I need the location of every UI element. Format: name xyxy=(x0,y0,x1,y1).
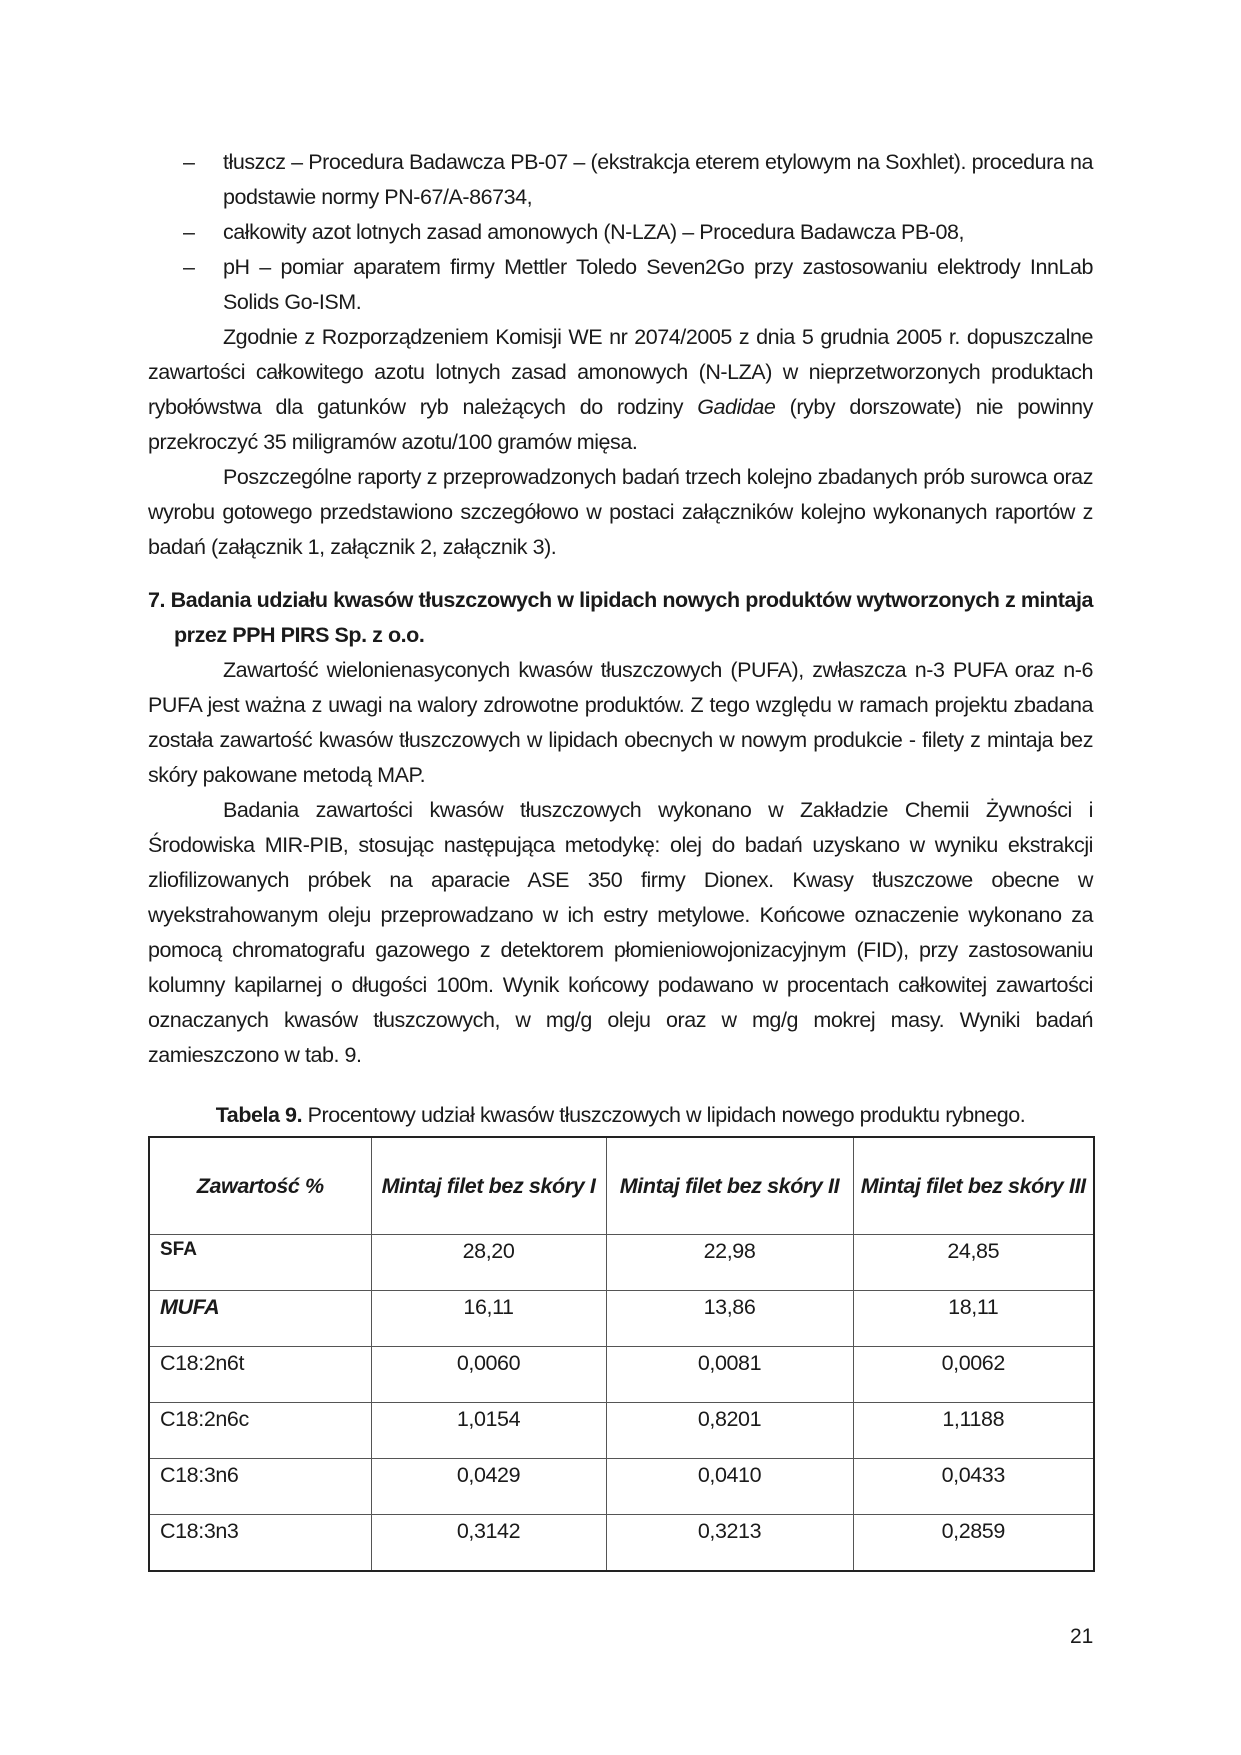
table-cell: 28,20 xyxy=(371,1235,606,1291)
table-cell: 1,1188 xyxy=(853,1403,1094,1459)
table-row xyxy=(149,1347,1094,1403)
table-cell: 1,0154 xyxy=(371,1403,606,1459)
table-cell: 18,11 xyxy=(853,1291,1094,1347)
table-cell: 0,0433 xyxy=(853,1459,1094,1515)
list-item xyxy=(148,250,1093,320)
paragraph-text: (ryby dorszowate) nie powinny przekroczyć 35 miligramów azotu/100 gramów mięsa. xyxy=(148,395,1093,454)
paragraph-methodology: Badania zawartości kwasów tłuszczowych wykonano w Zakładzie Chemii Żywności i Środowiska MIR-PIB, stosując następująca metodykę: olej do badań uzyskano w wyniku ekstrakcji zliofilizowanych próbek na aparacie ASE 350 firmy Dionex. Kwasy tłuszczowe obecne w wyekstrahowanym oleju przeprowadzano w ich estry metylowe. Końcowe oznaczenie wykonano za pomocą chromatografu gazowego z detektorem płomieniowojonizacyjnym (FID), przy zastosowaniu kolumny kapilarnej o długości 100m. Wynik końcowy podawano w procentach całkowitej zawartości oznaczanych kwasów tłuszczowych, w mg/g oleju oraz w mg/g mokrej masy. Wyniki badań zamieszczono w tab. 9. xyxy=(148,798,1093,1067)
table-cell: 22,98 xyxy=(606,1235,853,1291)
table-caption xyxy=(148,1103,1093,1128)
table-row xyxy=(149,1235,1094,1291)
list-item-text: tłuszcz – Procedura Badawcza PB-07 – (ekstrakcja eterem etylowym na Soxhlet). procedura na podstawie normy PN-67/A-86734, xyxy=(223,150,1093,209)
table-cell: 24,85 xyxy=(853,1235,1094,1291)
table-caption-label: Tabela 9. xyxy=(215,1103,303,1127)
table-row xyxy=(149,1291,1094,1347)
list-item-text: całkowity azot lotnych zasad amonowych (N-LZA) – Procedura Badawcza PB-08, xyxy=(223,220,965,244)
table-cell: 16,11 xyxy=(371,1291,606,1347)
table-cell: 0,0081 xyxy=(606,1347,853,1403)
fatty-acids-table xyxy=(148,1136,1095,1572)
table-caption-text: Procentowy udział kwasów tłuszczowych w lipidach nowego produktu rybnego. xyxy=(302,1103,1026,1127)
table-row xyxy=(149,1515,1094,1572)
table-cell: 13,86 xyxy=(606,1291,853,1347)
column-header: Mintaj filet bez skóry II xyxy=(606,1137,853,1235)
dash-bullet: – xyxy=(183,150,195,174)
section-heading: 7. Badania udziału kwasów tłuszczowych w lipidach nowych produktów wytworzonych z mintaja przez PPH PIRS Sp. z o.o. xyxy=(148,588,1093,647)
list-item-text: pH – pomiar aparatem firmy Mettler Toledo Seven2Go przy zastosowaniu elektrody InnLab Solids Go-ISM. xyxy=(223,255,1093,314)
row-label: C18:2n6t xyxy=(149,1347,371,1403)
list-item xyxy=(148,215,1093,250)
list-item xyxy=(148,145,1093,215)
column-header: Mintaj filet bez skóry I xyxy=(371,1137,606,1235)
table-cell: 0,0429 xyxy=(371,1459,606,1515)
italic-term: Gadidae xyxy=(697,395,776,419)
paragraph-text: Zgodnie z Rozporządzeniem Komisji WE nr 2074/2005 z dnia 5 grudnia 2005 r. dopuszczalne zawartości całkowitego azotu lotnych zasad amonowych (N-LZA) w nieprzetworzonych produktach rybołówstwa dla gatunków ryb należących do rodziny xyxy=(148,325,1093,419)
document-page xyxy=(148,145,1093,1572)
row-label: SFA xyxy=(149,1235,371,1291)
table-cell: 0,0060 xyxy=(371,1347,606,1403)
table-header-row xyxy=(149,1137,1094,1235)
dash-bullet: – xyxy=(183,220,195,244)
row-label: C18:3n6 xyxy=(149,1459,371,1515)
paragraph-regulation xyxy=(148,320,1093,460)
row-label: MUFA xyxy=(149,1291,371,1347)
table-row xyxy=(149,1459,1094,1515)
table-cell: 0,8201 xyxy=(606,1403,853,1459)
table-cell: 0,0062 xyxy=(853,1347,1094,1403)
row-label: C18:2n6c xyxy=(149,1403,371,1459)
table-cell: 0,3142 xyxy=(371,1515,606,1572)
row-label: C18:3n3 xyxy=(149,1515,371,1572)
paragraph-reports: Poszczególne raporty z przeprowadzonych badań trzech kolejno zbadanych prób surowca oraz wyrobu gotowego przedstawiono szczegółowo w postaci załączników kolejno wykonanych raportów z badań (załącznik 1, załącznik 2, załącznik 3). xyxy=(148,465,1093,559)
page-number: 21 xyxy=(1070,1625,1094,1648)
table-row xyxy=(149,1403,1094,1459)
column-header: Zawartość % xyxy=(149,1137,371,1235)
dash-bullet: – xyxy=(183,255,195,279)
table-cell: 0,3213 xyxy=(606,1515,853,1572)
table-cell: 0,2859 xyxy=(853,1515,1094,1572)
column-header: Mintaj filet bez skóry III xyxy=(853,1137,1094,1235)
paragraph-pufa: Zawartość wielonienasyconych kwasów tłuszczowych (PUFA), zwłaszcza n-3 PUFA oraz n-6 PUFA jest ważna z uwagi na walory zdrowotne produktów. Z tego względu w ramach projektu zbadana została zawartość kwasów tłuszczowych w lipidach obecnych w nowym produkcie - filety z mintaja bez skóry pakowane metodą MAP. xyxy=(148,658,1093,787)
table-cell: 0,0410 xyxy=(606,1459,853,1515)
